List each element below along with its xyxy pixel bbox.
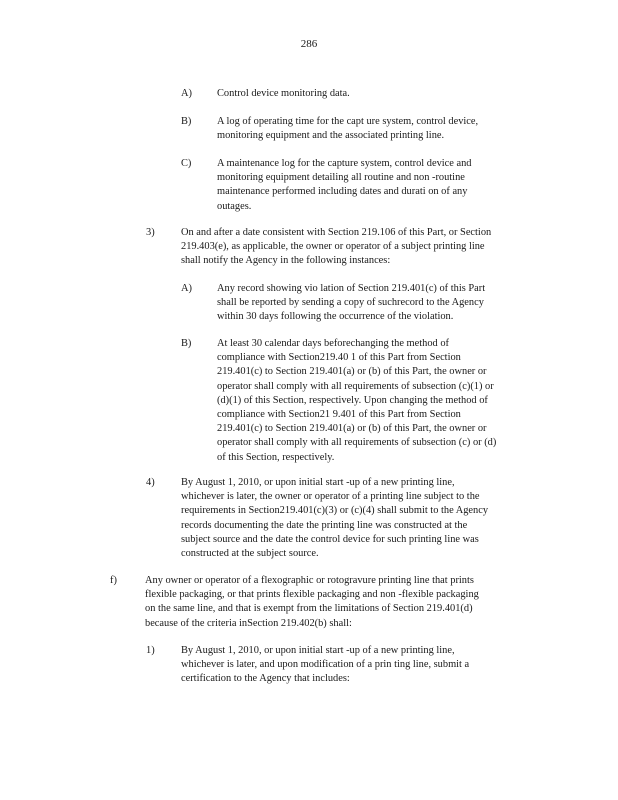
item-label: C) (181, 158, 192, 169)
text-line: because of the criteria inSection 219.402(b) shall: (145, 617, 352, 629)
text-line: Any owner or operator of a flexographic or rotogravure printing line that prints (145, 575, 474, 586)
text-line: At least 30 calendar days beforechanging the method of (217, 338, 449, 349)
text-line: constructed at the subject source. (181, 548, 319, 560)
text-line: 219.401(c) to Section 219.401(a) or (b) of this Part, the owner or (217, 366, 487, 378)
item-label: B) (181, 338, 192, 349)
item-label: B) (181, 116, 192, 127)
text-line: shall be reported by sending a copy of suchrecord to the Agency (217, 297, 484, 309)
item-text (217, 87, 513, 101)
item-label: 3) (146, 227, 155, 238)
text-line: Control device monitoring data. (217, 88, 350, 99)
page-number: 286 (300, 38, 318, 50)
item-text (217, 115, 513, 143)
item-label: A) (181, 283, 192, 294)
text-line: whichever is later, and upon modification of a prin ting line, submit a (181, 659, 470, 671)
text-line: records documenting the date the printing line was constructed at the (181, 519, 468, 531)
text-line: (d)(1) of this Section, respectively. Upon changing the method of (217, 394, 488, 406)
text-line: By August 1, 2010, or upon initial start -up of a new printing line, (181, 477, 455, 488)
text-line: of this Section, respectively. (217, 451, 335, 463)
text-line: monitoring equipment detailing all routine and non -routine (217, 172, 465, 184)
text-line: compliance with Section219.40 1 of this Part from Section (217, 352, 461, 364)
item-text (181, 226, 531, 269)
text-line: By August 1, 2010, or upon initial start -up of a new printing line, (181, 645, 455, 656)
item-label: 4) (146, 477, 155, 488)
text-line: compliance with Section21 9.401 of this Part from Section (217, 409, 461, 421)
text-line: within 30 days following the occurrence of the violation. (217, 311, 454, 323)
item-label: A) (181, 88, 192, 99)
item-text (181, 476, 531, 561)
text-line: Any record showing vio lation of Section 219.401(c) of this Part (217, 283, 486, 294)
item-text (217, 157, 513, 214)
item-label: f) (110, 575, 117, 586)
item-text (217, 282, 513, 325)
text-line: requirements in Section219.401(c)(3) or (c)(4) shall submit to the Agency (181, 505, 489, 517)
item-text (181, 644, 531, 687)
text-line: subject source and the date the control device for such printing line was (181, 533, 479, 545)
text-line: on the same line, and that is exempt from the limitations of Section 219.401(d) (145, 603, 473, 615)
text-line: monitoring equipment and the associated printing line. (217, 130, 445, 142)
text-line: flexible packaging, or that prints flexible packaging and non -flexible packaging (145, 589, 479, 601)
item-text (145, 574, 531, 631)
text-line: outages. (217, 200, 252, 212)
text-line: 219.403(e), as applicable, the owner or operator of a subject printing line (181, 241, 485, 253)
item-text (217, 337, 513, 465)
text-line: operator shall comply with all requirements of subsection (c)(1) or (217, 380, 494, 392)
text-line: A maintenance log for the capture system, control device and (217, 158, 472, 169)
text-line: A log of operating time for the capt ure system, control device, (217, 116, 479, 127)
item-label: 1) (146, 645, 155, 656)
text-line: whichever is later, the owner or operator of a printing line subject to the (181, 491, 480, 503)
text-line: On and after a date consistent with Section 219.106 of this Part, or Section (181, 227, 492, 238)
text-line: certification to the Agency that includes: (181, 673, 350, 685)
text-line: shall notify the Agency in the following instances: (181, 255, 391, 267)
text-line: 219.401(c) to Section 219.401(a) or (b) of this Part, the owner or (217, 423, 487, 435)
text-line: operator shall comply with all requirements of subsection (c) or (d) (217, 437, 497, 449)
text-line: maintenance performed including dates and durati on of any (217, 186, 468, 198)
